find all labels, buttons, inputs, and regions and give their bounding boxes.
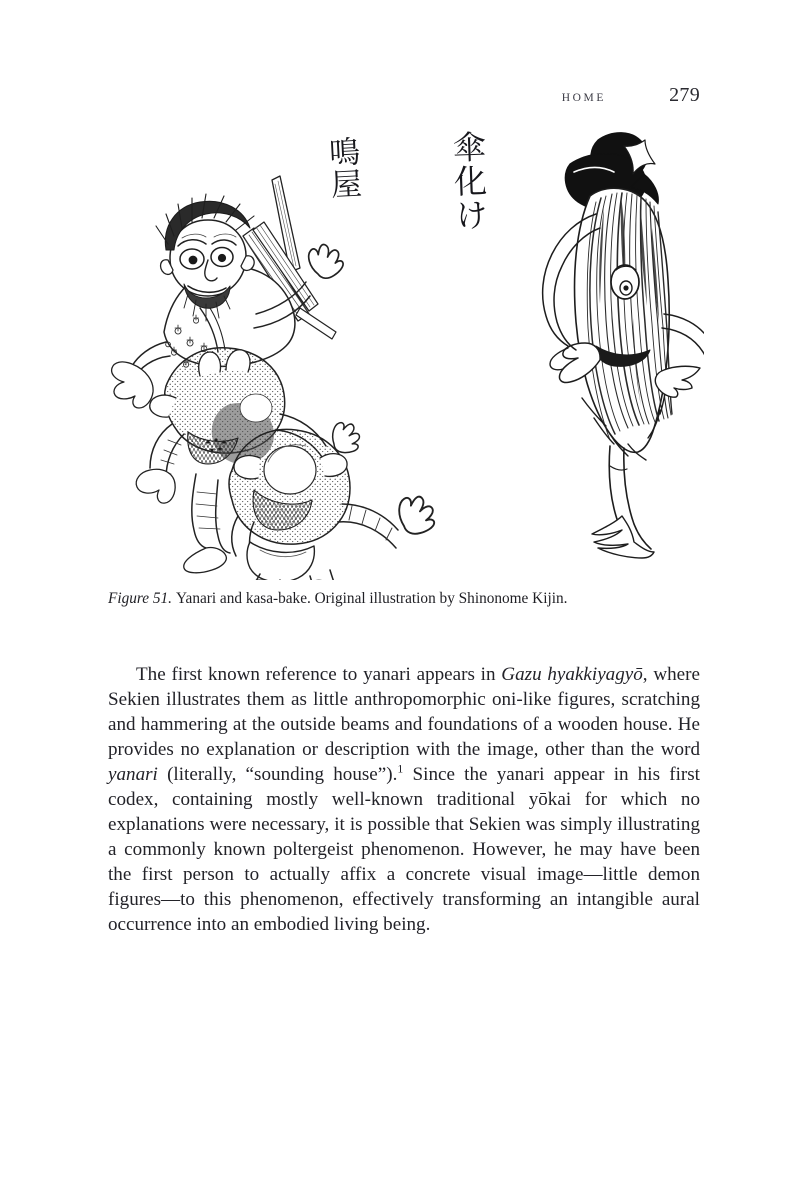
figure-caption [108,589,700,610]
figure-illustration [104,118,704,580]
body-text [108,662,700,938]
figure-caption-text: Yanari and kasa-bake. Original illustration by Shinonome Kijin. [176,590,568,607]
running-head-title: HOME [561,92,606,104]
italic-term: yanari [108,764,158,786]
brush-label-yanari: 鳴屋 [322,135,362,201]
page-number: 279 [669,84,700,106]
figure-block [104,118,704,588]
figure-number: Figure 51. [108,590,173,607]
footnote-marker: 1 [397,761,404,776]
paragraph-yanari-reference: The first known reference to yanari appears in Gazu hyakkiyagyō, where Sekien illustrates them as little anthropomorphic oni-like figures, scratching and hammering at the outside beams and foundations of a wooden house. He provides no explanation or description with the image, other than the word yanari (literally, “sounding house”).$^1$ Since the yanari appear in his first codex, containing mostly well-known traditional yōkai for which no explanations were necessary, it is possible that Sekien was simply illustrating a commonly known poltergeist phenomenon. However, he may have been the first person to actually affix a concrete visual image—little demon figures—to this phenomenon, effectively transforming an intangible aural occurrence into an embodied living being. [108,664,700,936]
brush-label-kasa-bake: 傘化け [447,129,490,233]
running-head [108,84,700,104]
italic-term: Gazu hyakkiyagyō [501,664,643,685]
